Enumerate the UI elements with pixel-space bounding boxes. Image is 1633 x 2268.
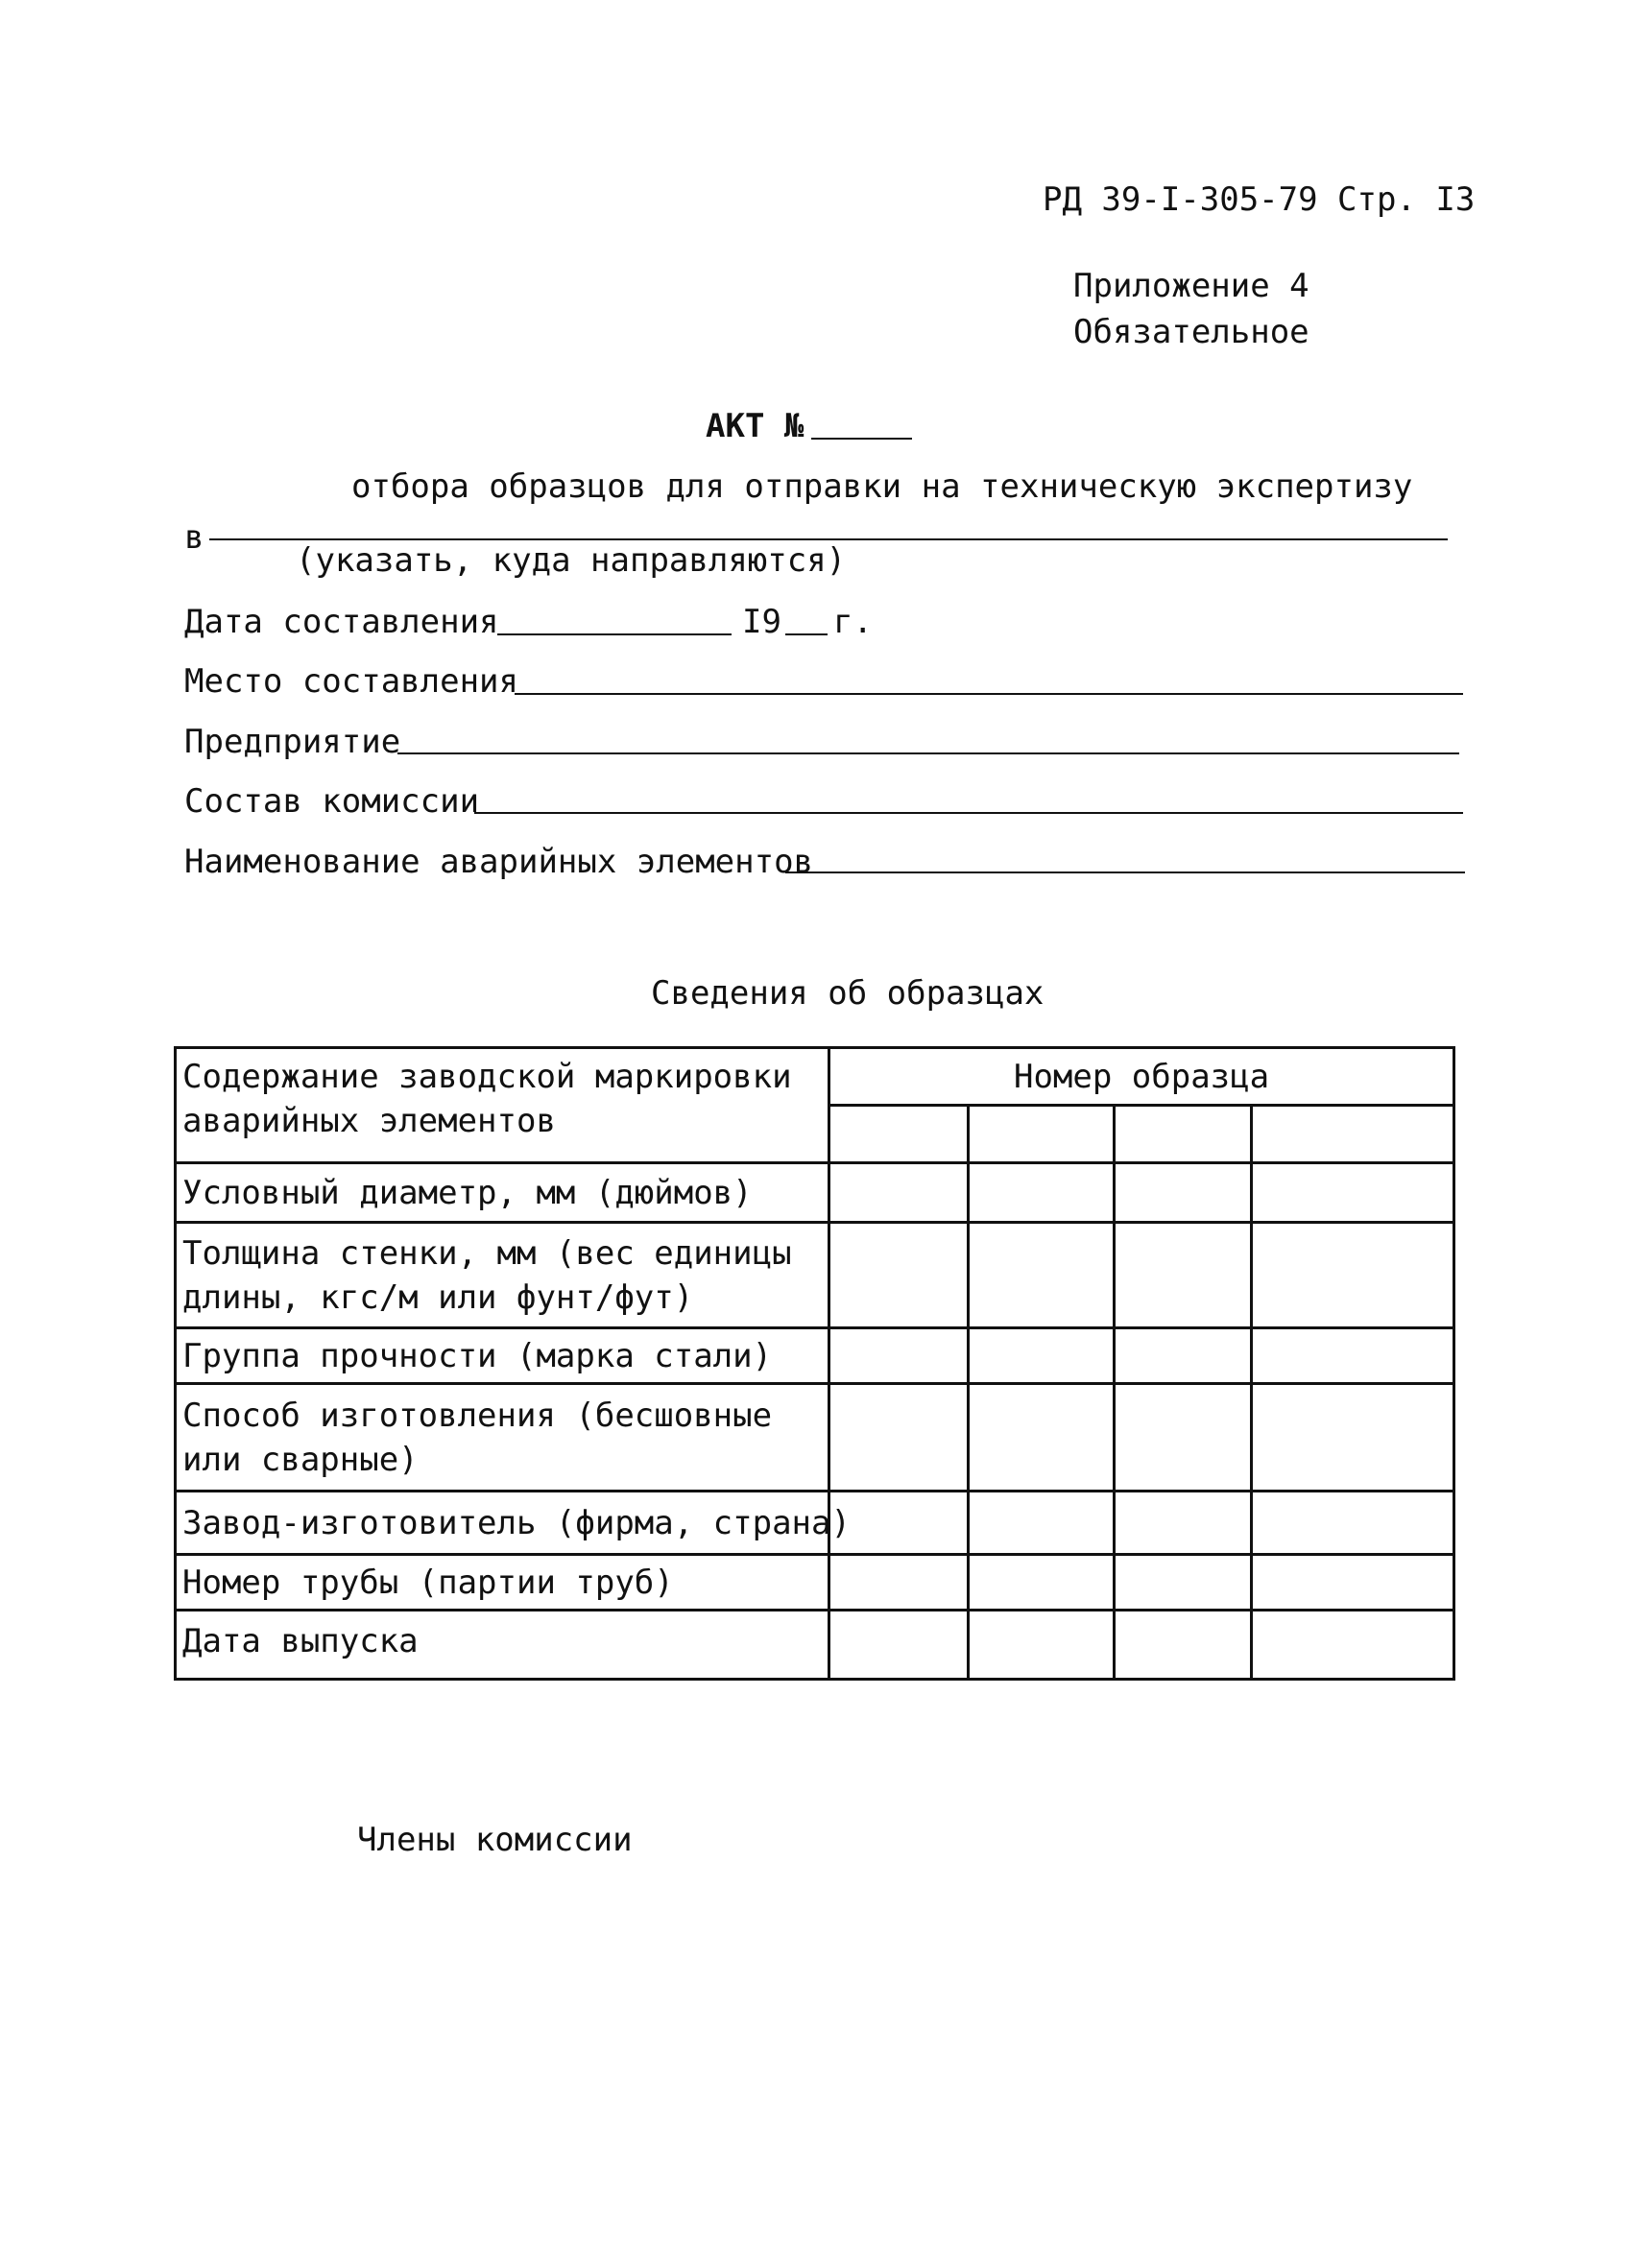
place-blank[interactable] bbox=[515, 693, 1463, 695]
table-cell[interactable] bbox=[969, 1384, 1115, 1492]
table-cell[interactable] bbox=[1252, 1555, 1454, 1611]
row-label: Толщина стенки, мм (вес единицы длины, кгс/м или фунт/фут) bbox=[176, 1223, 829, 1328]
enterprise-label: Предприятие bbox=[184, 723, 401, 761]
table-cell[interactable] bbox=[969, 1223, 1115, 1328]
place-label: Место составления bbox=[184, 662, 518, 701]
date-label: Дата составления bbox=[184, 603, 499, 641]
table-cell[interactable] bbox=[829, 1384, 969, 1492]
destination-blank[interactable] bbox=[209, 538, 1448, 540]
act-number-blank[interactable] bbox=[811, 438, 912, 440]
destination-note: (указать, куда направляются) bbox=[296, 541, 847, 580]
table-cell[interactable] bbox=[1115, 1492, 1252, 1555]
table-cell[interactable] bbox=[829, 1328, 969, 1384]
date-year-prefix: I9 bbox=[742, 603, 781, 641]
row-label: Группа прочности (марка стали) bbox=[176, 1328, 829, 1384]
samples-section-title: Сведения об образцах bbox=[651, 974, 1045, 1013]
sample-number-cell[interactable] bbox=[829, 1106, 969, 1163]
table-row bbox=[176, 1384, 1454, 1492]
document-reference: РД 39-I-305-79 Стр. I3 bbox=[1043, 180, 1476, 219]
table-cell[interactable] bbox=[829, 1611, 969, 1680]
table-cell[interactable] bbox=[829, 1163, 969, 1223]
elements-label: Наименование аварийных элементов bbox=[184, 843, 814, 881]
table-row bbox=[176, 1492, 1454, 1555]
table-cell[interactable] bbox=[1115, 1223, 1252, 1328]
table-cell[interactable] bbox=[829, 1555, 969, 1611]
commission-members-label: Члены комиссии bbox=[357, 1821, 633, 1859]
date-suffix: г. bbox=[833, 603, 873, 641]
commission-label: Состав комиссии bbox=[184, 782, 480, 821]
table-cell[interactable] bbox=[969, 1611, 1115, 1680]
sample-number-cell[interactable] bbox=[1115, 1106, 1252, 1163]
table-cell[interactable] bbox=[969, 1328, 1115, 1384]
row-label: Условный диаметр, мм (дюймов) bbox=[176, 1163, 829, 1223]
row-label: Способ изготовления (бесшовные или сварные) bbox=[176, 1384, 829, 1492]
table-row bbox=[176, 1611, 1454, 1680]
table-cell[interactable] bbox=[829, 1223, 969, 1328]
enterprise-blank[interactable] bbox=[397, 752, 1459, 754]
table-cell[interactable] bbox=[1252, 1163, 1454, 1223]
table-row bbox=[176, 1328, 1454, 1384]
destination-prefix: в bbox=[184, 518, 204, 557]
table-row bbox=[176, 1163, 1454, 1223]
table-cell[interactable] bbox=[969, 1163, 1115, 1223]
row-label: Завод-изготовитель (фирма, страна) bbox=[176, 1492, 829, 1555]
table-cell[interactable] bbox=[969, 1555, 1115, 1611]
elements-blank[interactable] bbox=[785, 871, 1465, 873]
table-cell[interactable] bbox=[1252, 1223, 1454, 1328]
sample-number-header: Номер образца bbox=[829, 1048, 1454, 1106]
row-label: Номер трубы (партии труб) bbox=[176, 1555, 829, 1611]
table-cell[interactable] bbox=[1252, 1328, 1454, 1384]
appendix-status: Обязательное bbox=[1073, 313, 1309, 351]
row-label: Дата выпуска bbox=[176, 1611, 829, 1680]
table-cell[interactable] bbox=[1252, 1384, 1454, 1492]
table-header-row bbox=[176, 1048, 1454, 1106]
table-cell[interactable] bbox=[1115, 1555, 1252, 1611]
sample-number-cell[interactable] bbox=[969, 1106, 1115, 1163]
sample-number-cell[interactable] bbox=[1252, 1106, 1454, 1163]
appendix-number: Приложение 4 bbox=[1073, 267, 1309, 305]
act-title: АКТ № bbox=[706, 407, 804, 445]
year-blank[interactable] bbox=[785, 633, 828, 635]
table-cell[interactable] bbox=[969, 1492, 1115, 1555]
act-subtitle: отбора образцов для отправки на техническую экспертизу bbox=[351, 467, 1413, 506]
table-cell[interactable] bbox=[1115, 1384, 1252, 1492]
samples-table bbox=[174, 1046, 1455, 1681]
table-cell[interactable] bbox=[1115, 1611, 1252, 1680]
table-row bbox=[176, 1223, 1454, 1328]
table-cell[interactable] bbox=[1252, 1611, 1454, 1680]
marking-header-cell: Содержание заводской маркировки аварийных элементов bbox=[176, 1048, 829, 1163]
date-blank[interactable] bbox=[497, 633, 732, 635]
commission-blank[interactable] bbox=[474, 812, 1463, 814]
table-cell[interactable] bbox=[1115, 1328, 1252, 1384]
table-cell[interactable] bbox=[1115, 1163, 1252, 1223]
table-row bbox=[176, 1555, 1454, 1611]
table-cell[interactable] bbox=[1252, 1492, 1454, 1555]
